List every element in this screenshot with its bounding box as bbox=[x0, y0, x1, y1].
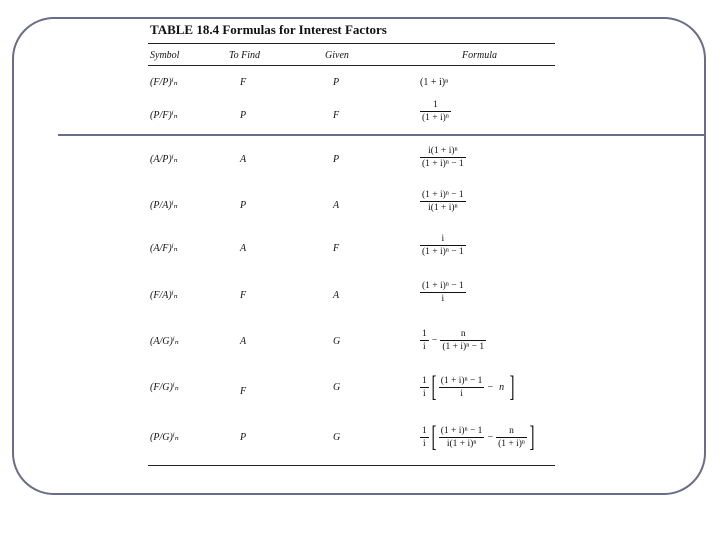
table-row-formula bbox=[420, 233, 466, 258]
table-row-symbol: (A/F)ⁱₙ bbox=[150, 243, 178, 254]
table-row-to-find: P bbox=[240, 110, 247, 121]
fraction bbox=[420, 145, 466, 170]
fraction-denominator: i(1 + i)ⁿ bbox=[446, 438, 477, 449]
table-row-to-find: F bbox=[240, 77, 247, 88]
right-bracket: ] bbox=[509, 370, 515, 403]
header-symbol: Symbol bbox=[150, 50, 180, 61]
table-row-to-find: A bbox=[240, 243, 247, 254]
table-row-symbol: (A/G)ⁱₙ bbox=[150, 336, 179, 347]
table-row-formula bbox=[420, 99, 451, 124]
table-row-given: A bbox=[333, 200, 340, 211]
fraction bbox=[420, 99, 451, 124]
table-row-symbol: (F/G)ⁱₙ bbox=[150, 382, 179, 393]
fraction-numerator: n bbox=[509, 425, 514, 436]
formula-term: n bbox=[499, 381, 505, 393]
table-header-rule bbox=[148, 65, 555, 66]
fraction-denominator: i bbox=[423, 438, 426, 449]
fraction-numerator: 1 bbox=[433, 100, 438, 110]
fraction-denominator: i bbox=[460, 388, 463, 399]
table-row-symbol: (F/P)ⁱₙ bbox=[150, 77, 178, 88]
table-row-to-find: A bbox=[240, 154, 247, 165]
fraction-denominator: i bbox=[423, 388, 426, 399]
fraction-numerator: i(1 + i)ⁿ bbox=[428, 146, 458, 156]
table-row-symbol: (A/P)ⁱₙ bbox=[150, 154, 178, 165]
fraction-denominator: (1 + i)ⁿ bbox=[498, 438, 525, 449]
table-row-symbol: (P/G)ⁱₙ bbox=[150, 432, 179, 443]
table-row-given: A bbox=[333, 290, 340, 301]
header-given: Given bbox=[325, 50, 349, 61]
table-title: TABLE 18.4 Formulas for Interest Factors bbox=[150, 22, 387, 37]
table-row-formula bbox=[420, 328, 486, 353]
table-row-to-find: P bbox=[240, 432, 247, 443]
fraction-denominator: i(1 + i)ⁿ bbox=[428, 203, 458, 213]
fraction-numerator: 1 bbox=[422, 375, 427, 386]
table-row-given: F bbox=[333, 110, 340, 121]
fraction bbox=[439, 375, 485, 400]
fraction-numerator: i bbox=[441, 234, 445, 244]
table-top-rule bbox=[148, 43, 555, 44]
left-bracket: [ bbox=[431, 420, 437, 453]
table-row-symbol: (P/F)ⁱₙ bbox=[150, 110, 178, 121]
slide-frame bbox=[12, 17, 706, 495]
table-row-formula bbox=[420, 372, 517, 402]
table-row-to-find: F bbox=[240, 290, 247, 301]
fraction bbox=[440, 328, 486, 353]
right-bracket: ] bbox=[529, 420, 535, 453]
slide-divider-line bbox=[58, 134, 706, 136]
table-row-given: F bbox=[333, 243, 340, 254]
fraction-denominator: (1 + i)ⁿ − 1 bbox=[422, 247, 464, 257]
header-to-find: To Find bbox=[229, 50, 261, 61]
table-row-to-find: F bbox=[240, 386, 247, 397]
table-row-given: P bbox=[333, 77, 340, 88]
table-row-given: G bbox=[333, 432, 341, 443]
header-formula: Formula bbox=[462, 50, 497, 61]
fraction-denominator: (1 + i)ⁿ bbox=[422, 113, 449, 123]
minus-operator: − bbox=[431, 335, 438, 346]
minus-operator: − bbox=[487, 431, 494, 443]
fraction-numerator: 1 bbox=[422, 425, 427, 436]
fraction bbox=[420, 375, 429, 400]
fraction-numerator: n bbox=[460, 329, 466, 339]
table-row-formula bbox=[420, 422, 537, 452]
fraction-denominator: i bbox=[423, 342, 426, 352]
fraction bbox=[496, 425, 527, 450]
table-row-given: P bbox=[333, 154, 340, 165]
fraction bbox=[420, 233, 466, 258]
table-row-symbol: (P/A)ⁱₙ bbox=[150, 200, 178, 211]
fraction-denominator: (1 + i)ⁿ − 1 bbox=[422, 159, 464, 169]
table-row-symbol: (F/A)ⁱₙ bbox=[150, 290, 178, 301]
table-row-formula bbox=[420, 280, 466, 305]
table-row-formula bbox=[420, 145, 466, 170]
table-row-to-find: P bbox=[240, 200, 247, 211]
left-bracket: [ bbox=[431, 370, 437, 403]
table-row-formula bbox=[420, 189, 466, 214]
fraction-denominator: (1 + i)ⁿ − 1 bbox=[442, 342, 485, 352]
fraction-denominator: i bbox=[441, 294, 445, 304]
minus-operator: − bbox=[487, 381, 494, 393]
fraction bbox=[420, 280, 466, 305]
table-row-formula: (1 + i)ⁿ bbox=[420, 77, 449, 88]
table-row-to-find: A bbox=[240, 336, 247, 347]
fraction bbox=[420, 425, 429, 450]
fraction bbox=[439, 425, 485, 450]
fraction-numerator: 1 bbox=[422, 329, 427, 339]
table-row-given: G bbox=[333, 382, 341, 393]
fraction bbox=[420, 189, 466, 214]
fraction bbox=[420, 328, 429, 353]
table-bottom-rule bbox=[148, 465, 555, 466]
fraction-numerator: (1 + i)ⁿ − 1 bbox=[440, 425, 483, 436]
fraction-numerator: (1 + i)ⁿ − 1 bbox=[440, 375, 483, 386]
fraction-numerator: (1 + i)ⁿ − 1 bbox=[422, 190, 464, 200]
fraction-numerator: (1 + i)ⁿ − 1 bbox=[422, 281, 464, 291]
table-row-given: G bbox=[333, 336, 341, 347]
